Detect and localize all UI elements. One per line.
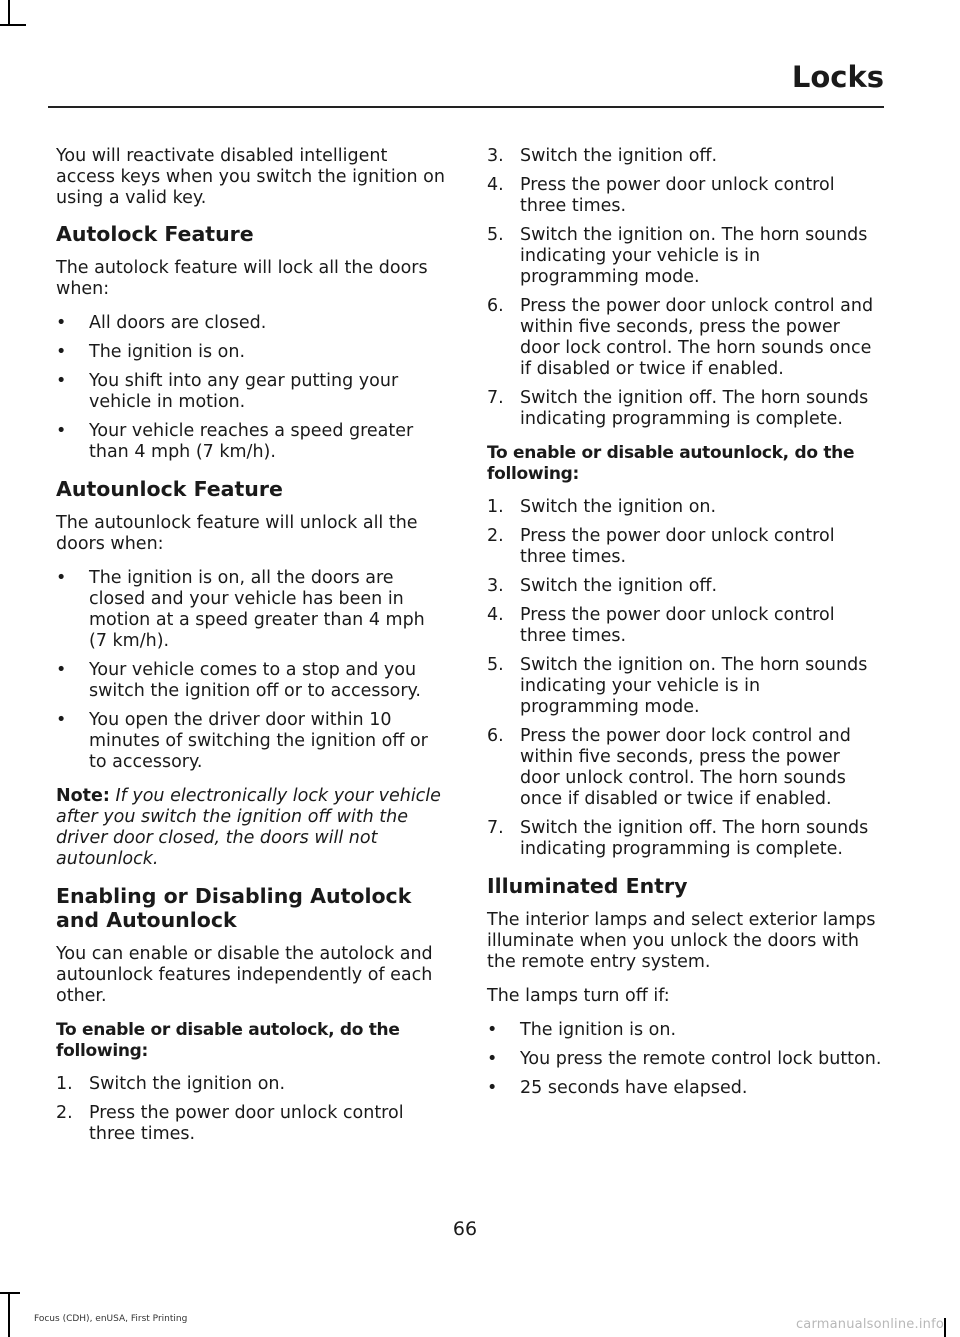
list-item: • You open the driver door within 10 minutes of switching the ignition off or to accessory. <box>56 710 428 772</box>
list-item: • 25 seconds have elapsed. <box>487 1078 748 1098</box>
bullet-list <box>487 1020 883 1099</box>
bullet-icon: • <box>56 660 67 680</box>
publication-info: Focus (CDH), enUSA, First Printing <box>34 1314 188 1324</box>
list-item: • The ignition is on. <box>487 1020 677 1040</box>
bullet-icon: • <box>56 710 67 730</box>
website-watermark: carmanualsonline.info <box>795 1317 944 1332</box>
list-item: 5. Switch the ignition on. The horn sounds indicating your vehicle is in programming mode. <box>487 655 868 717</box>
list-item: 1. Switch the ignition on. <box>56 1074 286 1094</box>
bullet-icon: • <box>487 1020 498 1040</box>
note-label: Note: <box>56 786 110 806</box>
list-item: 6. Press the power door unlock control and within five seconds, press the power door lock control. The horn sounds once if disabled or twice if enabled. <box>487 296 874 379</box>
paragraph: The interior lamps and select exterior lamps illuminate when you unlock the doors with the remote entry system. <box>487 910 876 972</box>
numbered-list <box>56 1074 448 1145</box>
crop-mark <box>0 1292 20 1294</box>
bullet-icon: • <box>487 1049 498 1069</box>
crop-mark <box>8 1292 10 1337</box>
paragraph: The autounlock feature will unlock all the doors when: <box>56 513 418 554</box>
list-item: 3. Switch the ignition off. <box>487 146 718 166</box>
paragraph: You can enable or disable the autolock and autounlock features independently of each other. <box>56 944 433 1006</box>
bullet-icon: • <box>56 313 67 333</box>
list-item: 4. Press the power door unlock control three times. <box>487 175 835 216</box>
right-column <box>487 146 883 1112</box>
section-heading: Autounlock Feature <box>56 477 283 501</box>
subheading: To enable or disable autounlock, do the following: <box>487 443 855 484</box>
crop-mark <box>0 24 26 26</box>
bullet-icon: • <box>56 342 67 362</box>
page-number: 66 <box>452 1218 478 1240</box>
list-item: • You shift into any gear putting your vehicle in motion. <box>56 371 399 412</box>
list-item: • You press the remote control lock button. <box>487 1049 882 1069</box>
list-item: 6. Press the power door lock control and within five seconds, press the power door unlock control. The horn sounds once if disabled or twice if enabled. <box>487 726 851 809</box>
list-item: 3. Switch the ignition off. <box>487 576 718 596</box>
paragraph: The autolock feature will lock all the doors when: <box>56 258 428 299</box>
list-item: • Your vehicle comes to a stop and you switch the ignition off or to accessory. <box>56 660 421 701</box>
list-item: • The ignition is on, all the doors are closed and your vehicle has been in motion at a speed greater than 4 mph (7 km/h). <box>56 568 425 651</box>
intro-paragraph: You will reactivate disabled intelligent access keys when you switch the ignition on using a valid key. <box>56 146 445 208</box>
list-item: 7. Switch the ignition off. The horn sounds indicating programming is complete. <box>487 388 869 429</box>
header-divider <box>48 106 884 108</box>
page-title: Locks <box>791 60 884 94</box>
bullet-icon: • <box>56 568 67 588</box>
list-item: 1. Switch the ignition on. <box>487 497 717 517</box>
bullet-icon: • <box>487 1078 498 1098</box>
subheading: To enable or disable autolock, do the following: <box>56 1020 400 1061</box>
note <box>56 786 448 870</box>
list-item: 4. Press the power door unlock control three times. <box>487 605 835 646</box>
numbered-list <box>487 497 883 860</box>
bullet-list <box>56 313 448 463</box>
bullet-list <box>56 568 448 773</box>
paragraph: The lamps turn off if: <box>487 986 670 1006</box>
list-item: 5. Switch the ignition on. The horn sounds indicating your vehicle is in programming mode. <box>487 225 868 287</box>
note-text: If you electronically lock your vehicle after you switch the ignition off with the driver door closed, the doors will not autounlock. <box>56 786 441 869</box>
left-column <box>56 146 448 1158</box>
crop-mark <box>944 1318 946 1337</box>
crop-mark <box>8 0 10 26</box>
list-item: 2. Press the power door unlock control three times. <box>56 1103 404 1144</box>
bullet-icon: • <box>56 421 67 441</box>
list-item: • The ignition is on. <box>56 342 246 362</box>
numbered-list <box>487 146 883 430</box>
list-item: 7. Switch the ignition off. The horn sounds indicating programming is complete. <box>487 818 869 859</box>
section-heading: Illuminated Entry <box>487 874 688 898</box>
list-item: 2. Press the power door unlock control three times. <box>487 526 835 567</box>
section-heading: Enabling or Disabling Autolock and Autounlock <box>56 884 412 932</box>
list-item: • All doors are closed. <box>56 313 267 333</box>
list-item: • Your vehicle reaches a speed greater than 4 mph (7 km/h). <box>56 421 414 462</box>
section-heading: Autolock Feature <box>56 222 254 246</box>
bullet-icon: • <box>56 371 67 391</box>
